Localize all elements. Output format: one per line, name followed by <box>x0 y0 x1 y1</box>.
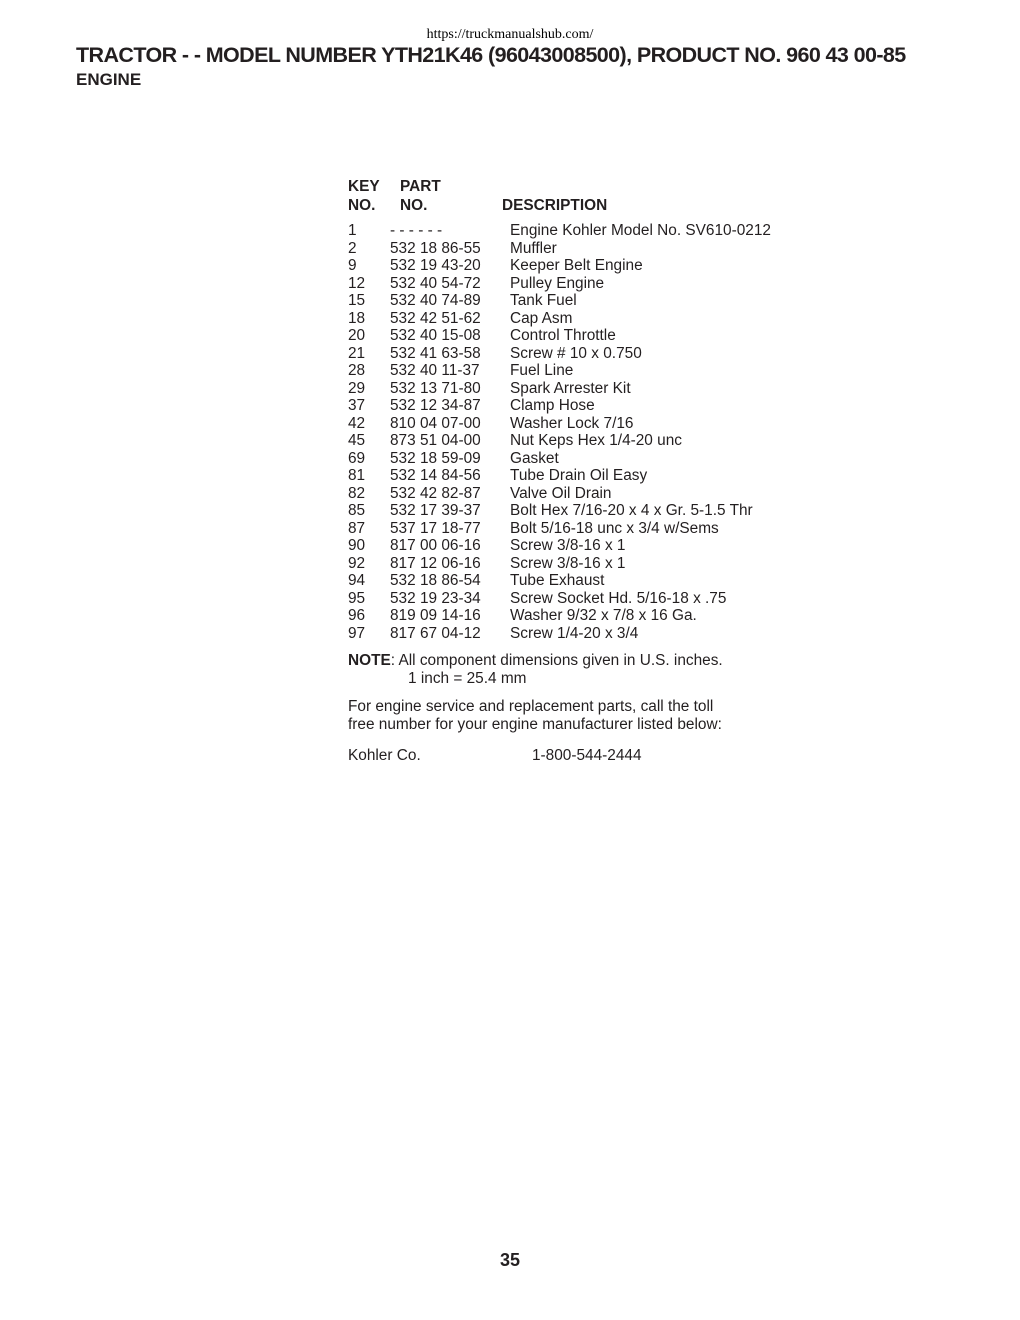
part-no: 532 12 34-87 <box>390 397 481 414</box>
description: Valve Oil Drain <box>510 484 612 502</box>
part-no: 532 41 63-58 <box>390 344 481 362</box>
part-no: 873 51 04-00 <box>390 432 481 449</box>
description: Bolt 5/16-18 unc x 3/4 w/Sems <box>510 519 719 537</box>
part-no: 532 40 15-08 <box>390 327 481 344</box>
part-no: 532 14 84-56 <box>390 467 481 484</box>
table-row <box>348 362 828 380</box>
table-row <box>348 432 828 450</box>
table-row <box>348 625 828 643</box>
part-no: 817 67 04-12 <box>390 624 481 642</box>
part-no: 532 19 43-20 <box>390 257 481 274</box>
part-no: 532 40 11-37 <box>390 362 480 379</box>
description: Keeper Belt Engine <box>510 257 643 274</box>
section-title: ENGINE <box>76 70 142 89</box>
table-row <box>348 222 828 240</box>
table-row <box>348 257 828 275</box>
table-row <box>348 555 828 573</box>
table-header <box>348 178 828 220</box>
table-row <box>348 397 828 415</box>
source-url: https://truckmanualshub.com/ <box>426 27 594 42</box>
key-no: 18 <box>348 309 366 327</box>
description: Screw Socket Hd. 5/16-18 x .75 <box>510 589 727 607</box>
description: Washer 9/32 x 7/8 x 16 Ga. <box>510 607 697 624</box>
part-no: 532 17 39-37 <box>390 502 481 519</box>
description: Screw 1/4-20 x 3/4 <box>510 624 639 642</box>
table-row <box>348 450 828 468</box>
description: Spark Arrester Kit <box>510 379 631 397</box>
key-no: 28 <box>348 362 366 379</box>
key-no: 45 <box>348 432 366 449</box>
part-no: 532 40 74-89 <box>390 292 481 309</box>
service-line2: free number for your engine manufacturer listed below: <box>348 716 722 733</box>
service-line1: For engine service and replacement parts, call the toll <box>348 698 714 715</box>
part-header-line2: NO. <box>400 197 428 214</box>
note-label: NOTE <box>348 652 391 669</box>
description: Gasket <box>510 449 559 467</box>
part-no: 819 09 14-16 <box>390 607 481 624</box>
table-row <box>348 502 828 520</box>
key-no: 2 <box>348 239 357 257</box>
description: Screw 3/8-16 x 1 <box>510 554 626 572</box>
note-line1: : All component dimensions given in U.S. inches. <box>390 652 723 669</box>
key-no: 21 <box>348 344 366 362</box>
key-no: 42 <box>348 414 366 432</box>
key-no: 29 <box>348 379 366 397</box>
key-header-line2: NO. <box>348 197 376 214</box>
key-no: 95 <box>348 589 366 607</box>
table-row <box>348 467 828 485</box>
table-row <box>348 327 828 345</box>
table-row <box>348 537 828 555</box>
parts-list <box>348 178 828 765</box>
note <box>348 652 828 688</box>
contact-phone: 1-800-544-2444 <box>532 747 642 764</box>
key-no: 94 <box>348 572 366 589</box>
part-no: 532 18 86-54 <box>390 572 481 589</box>
key-no: 87 <box>348 519 366 537</box>
key-no: 81 <box>348 467 366 484</box>
table-row <box>348 292 828 310</box>
part-header-line1: PART <box>400 178 441 195</box>
contact-row <box>348 747 828 765</box>
key-no: 15 <box>348 292 366 309</box>
contact-company: Kohler Co. <box>348 747 421 764</box>
table-row <box>348 520 828 538</box>
description: Tank Fuel <box>510 292 577 309</box>
part-no: 817 12 06-16 <box>390 554 481 572</box>
table-row <box>348 607 828 625</box>
description: Cap Asm <box>510 309 573 327</box>
description: Screw # 10 x 0.750 <box>510 344 642 362</box>
description: Nut Keps Hex 1/4-20 unc <box>510 432 682 449</box>
table-row <box>348 380 828 398</box>
table-row <box>348 590 828 608</box>
description: Muffler <box>510 239 557 257</box>
parts-table-body <box>348 222 828 642</box>
description: Control Throttle <box>510 327 616 344</box>
key-no: 37 <box>348 397 366 414</box>
description: Clamp Hose <box>510 397 595 414</box>
part-no: 810 04 07-00 <box>390 414 481 432</box>
description: Tube Exhaust <box>510 572 605 589</box>
part-no: 532 18 59-09 <box>390 449 481 467</box>
part-no: 532 40 54-72 <box>390 274 481 292</box>
table-row <box>348 240 828 258</box>
table-row <box>348 275 828 293</box>
key-no: 92 <box>348 554 366 572</box>
note-line2: 1 inch = 25.4 mm <box>408 670 527 687</box>
page-number: 35 <box>499 1250 521 1270</box>
part-no: 532 42 51-62 <box>390 309 481 327</box>
part-no: 532 19 23-34 <box>390 589 481 607</box>
key-no: 96 <box>348 607 366 624</box>
table-row <box>348 310 828 328</box>
key-no: 20 <box>348 327 366 344</box>
table-row <box>348 415 828 433</box>
key-no: 90 <box>348 537 366 554</box>
description: Screw 3/8-16 x 1 <box>510 537 626 554</box>
part-no: 532 13 71-80 <box>390 379 481 397</box>
service-paragraph <box>348 698 828 734</box>
description: Pulley Engine <box>510 274 605 292</box>
part-no: 817 00 06-16 <box>390 537 481 554</box>
page-title: TRACTOR - - MODEL NUMBER YTH21K46 (96043008500), PRODUCT NO. 960 43 00-85 <box>76 43 906 67</box>
key-no: 12 <box>348 274 366 292</box>
part-no: 537 17 18-77 <box>390 519 481 537</box>
key-no: 82 <box>348 484 366 502</box>
table-row <box>348 572 828 590</box>
part-no: - - - - - - <box>390 222 443 239</box>
description-header: DESCRIPTION <box>502 197 608 214</box>
key-no: 85 <box>348 502 366 519</box>
description: Fuel Line <box>510 362 574 379</box>
part-no: 532 18 86-55 <box>390 239 481 257</box>
description: Tube Drain Oil Easy <box>510 467 648 484</box>
key-header-line1: KEY <box>348 178 380 195</box>
description: Engine Kohler Model No. SV610-0212 <box>510 222 771 239</box>
key-no: 69 <box>348 449 366 467</box>
key-no: 1 <box>348 222 357 239</box>
key-no: 9 <box>348 257 357 274</box>
description: Bolt Hex 7/16-20 x 4 x Gr. 5-1.5 Thr <box>510 502 753 519</box>
description: Washer Lock 7/16 <box>510 414 634 432</box>
part-no: 532 42 82-87 <box>390 484 481 502</box>
table-row <box>348 485 828 503</box>
key-no: 97 <box>348 624 366 642</box>
table-row <box>348 345 828 363</box>
